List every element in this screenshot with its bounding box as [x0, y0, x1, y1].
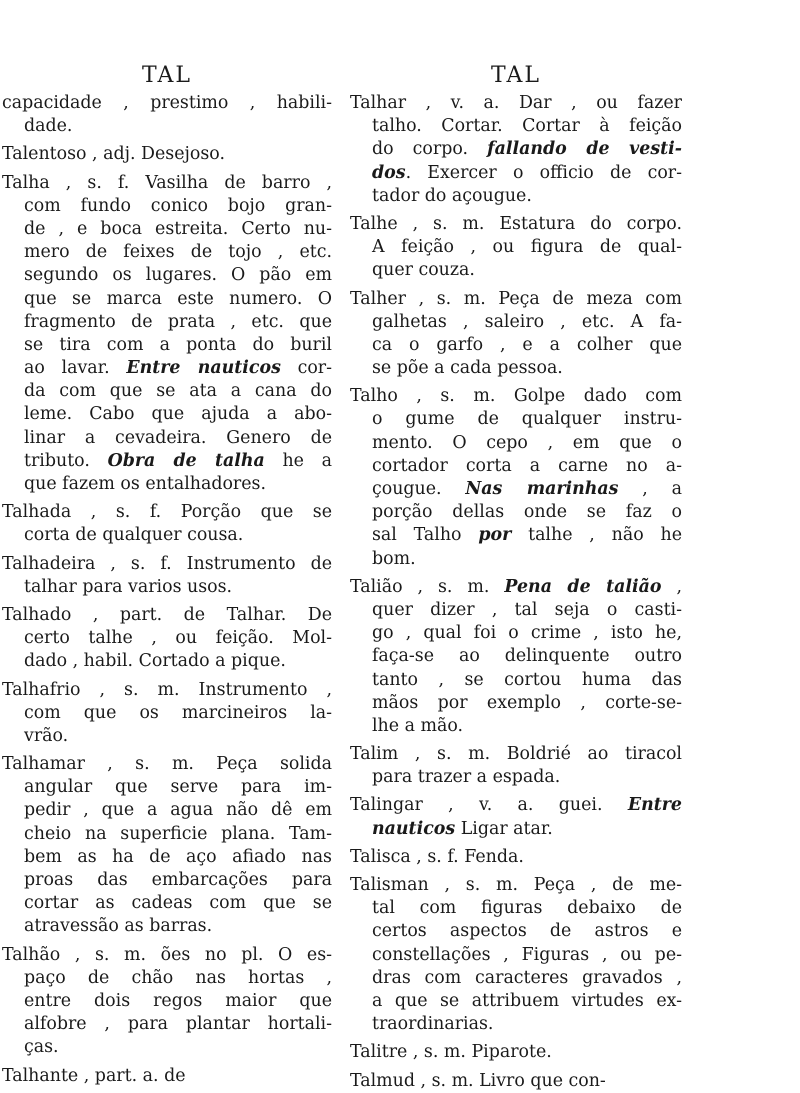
entry-text-line — [2, 1036, 332, 1059]
entry-text-line — [350, 259, 682, 282]
entry-text-line — [350, 645, 682, 668]
entry-text-line — [350, 692, 682, 715]
entry-text-line — [2, 195, 332, 218]
entry-text-line — [2, 524, 332, 547]
entry-text-line — [2, 334, 332, 357]
entry-text: mãos por exemplo , corte-se- — [372, 692, 682, 713]
dictionary-entry — [2, 501, 332, 547]
entry-text: cortador corta a carne no a- — [372, 455, 682, 476]
entry-text-line — [350, 669, 682, 692]
entry-text: tributo. — [24, 450, 108, 471]
dictionary-entry — [2, 604, 332, 674]
entry-text-line — [2, 427, 332, 450]
entry-text: Talhafrio , s. m. Instrumento , — [2, 679, 332, 700]
entry-text: para trazer a espada. — [372, 767, 561, 788]
entry-headword-line — [2, 553, 332, 576]
entry-text: Ligar atar. — [455, 818, 553, 839]
entry-text: Talhar , v. a. Dar , ou fazer — [350, 93, 682, 113]
entry-text-line — [350, 944, 682, 967]
entry-text-line — [2, 702, 332, 725]
entry-text: fragmento de prata , etc. que — [24, 311, 332, 332]
entry-text: talhe , não he — [511, 525, 682, 546]
entry-text-line — [2, 115, 332, 138]
entry-text: traordinarias. — [372, 1014, 494, 1035]
entry-text: do corpo. — [372, 139, 488, 160]
entry-text-line — [350, 599, 682, 622]
entry-text: alfobre , para plantar hortali- — [24, 1014, 332, 1035]
entry-text: çougue. — [372, 479, 466, 499]
entry-headword-line — [350, 1070, 682, 1093]
entry-text: paço de chão nas hortas , — [24, 967, 332, 988]
entry-text: Talhe , s. m. Estatura do corpo. — [350, 213, 682, 234]
entry-text-line — [350, 478, 682, 501]
entry-text: cor- — [280, 358, 332, 379]
entry-text: bom. — [372, 548, 416, 569]
entry-text-line — [350, 715, 682, 738]
dictionary-entry — [2, 1065, 332, 1088]
entry-text: se põe a cada pessoa. — [372, 358, 563, 379]
entry-italic-phrase: dos — [372, 162, 406, 183]
dictionary-entry — [350, 385, 682, 571]
entry-text: a que se attribuem virtudes ex- — [372, 990, 682, 1011]
entry-text: Talhado , part. de Talhar. De — [2, 604, 332, 625]
entry-text: vrão. — [24, 725, 69, 746]
entry-text-line — [2, 823, 332, 846]
entry-headword-line — [350, 794, 682, 817]
entry-text-line — [350, 967, 682, 990]
entry-text: galhetas , saleiro , etc. A fa- — [372, 311, 682, 332]
entry-text: cortar as cadeas com que se — [24, 893, 332, 914]
entry-text-line — [350, 455, 682, 478]
entry-text-line — [350, 185, 682, 208]
entry-text-line — [2, 288, 332, 311]
dictionary-entry — [350, 1041, 682, 1064]
entry-text: se tira com a ponta do buril — [24, 334, 332, 355]
entry-text-line — [350, 766, 682, 789]
dictionary-entry — [350, 213, 682, 283]
entry-text: bem as ha de aço afiado nas — [24, 846, 332, 867]
entry-text-line — [350, 432, 682, 455]
entry-text: faça-se ao delinquente outro — [372, 646, 682, 667]
entry-text: entre dois regos maior que — [24, 990, 332, 1011]
dictionary-entry — [2, 944, 332, 1060]
entry-text: he a — [264, 450, 332, 471]
entry-text: Talingar , v. a. guei. — [350, 795, 628, 816]
entry-text-line — [350, 311, 682, 334]
entry-text: A feição , ou figura de qual- — [372, 237, 682, 258]
entry-text: atravessão as barras. — [24, 916, 213, 937]
entry-text-line — [2, 799, 332, 822]
entry-text-line — [2, 725, 332, 748]
dictionary-entry — [2, 679, 332, 749]
dictionary-entry — [2, 143, 332, 166]
right-running-header: TAL — [491, 63, 541, 88]
entry-text: . Exercer o officio de cor- — [405, 162, 682, 183]
entry-text: corta de qualquer cousa. — [24, 525, 244, 546]
entry-text: Talhada , s. f. Porção que se — [2, 502, 332, 523]
entry-text-line — [2, 380, 332, 403]
entry-italic-phrase: Entre — [627, 795, 682, 816]
entry-headword-line — [2, 1065, 332, 1088]
entry-text-line — [2, 869, 332, 892]
entry-italic-phrase: Nas marinhas — [465, 479, 619, 499]
entry-text: tador do açougue. — [372, 185, 532, 206]
entry-italic-phrase: Pena de talião — [504, 576, 662, 597]
entry-text: , a — [618, 479, 682, 499]
entry-text: talho. Cortar. Cortar à feição — [372, 116, 682, 137]
entry-text-line — [350, 334, 682, 357]
entry-text: Talitre , s. m. Piparote. — [350, 1042, 552, 1063]
entry-text: Talentoso , adj. Desejoso. — [2, 144, 225, 165]
entry-italic-phrase: fallando de vesti- — [487, 139, 682, 160]
dictionary-entry — [350, 874, 682, 1036]
entry-italic-phrase: Entre nauticos — [126, 358, 281, 379]
entry-text-line — [2, 892, 332, 915]
entry-text: dado , habil. Cortado a pique. — [24, 651, 286, 672]
entry-text-line — [2, 1013, 332, 1036]
entry-headword-line — [2, 679, 332, 702]
entry-text: mero de feixes de tojo , etc. — [24, 242, 332, 263]
entry-text-line — [350, 357, 682, 380]
entry-text: de , e boca estreita. Certo nu- — [24, 218, 332, 239]
entry-text-line — [2, 450, 332, 473]
entry-text: lhe a mão. — [372, 715, 464, 736]
entry-text: dade. — [24, 116, 73, 137]
entry-text: sal Talho — [372, 525, 479, 546]
entry-headword-line — [2, 92, 332, 115]
entry-text: segundo os lugares. O pão em — [24, 265, 332, 286]
entry-text-line — [2, 627, 332, 650]
dictionary-entry — [2, 553, 332, 599]
entry-headword-line — [350, 576, 682, 599]
entry-text: Talmud , s. m. Livro que con- — [350, 1070, 606, 1091]
entry-text-line — [2, 473, 332, 496]
dictionary-entry — [350, 288, 682, 381]
right-column — [350, 62, 682, 1093]
entry-headword-line — [2, 172, 332, 195]
entry-text-line — [350, 897, 682, 920]
entry-text: Talhante , part. a. de — [2, 1065, 186, 1086]
entry-text: Talisca , s. f. Fenda. — [350, 846, 524, 867]
dictionary-entry — [2, 753, 332, 939]
entry-text-line — [350, 1013, 682, 1036]
entry-text-line — [350, 115, 682, 138]
dictionary-entry — [350, 794, 682, 840]
entry-text: tanto , se cortou huma das — [372, 669, 682, 690]
entry-text: porção dellas onde se faz o — [372, 502, 682, 523]
entry-text-line — [350, 501, 682, 524]
entry-headword-line — [350, 288, 682, 311]
dictionary-entry — [350, 576, 682, 738]
entry-text: capacidade , prestimo , habili- — [2, 93, 332, 113]
entry-text: , — [661, 576, 682, 597]
dictionary-entry — [350, 1070, 682, 1093]
entry-text: linar a cevadeira. Genero de — [24, 427, 332, 448]
entry-text-line — [2, 311, 332, 334]
entry-text: Talhamar , s. m. Peça solida — [2, 754, 332, 775]
entry-text: cheio na superficie plana. Tam- — [24, 823, 332, 844]
entry-text: ao lavar. — [24, 358, 127, 379]
dictionary-entry — [350, 92, 682, 208]
entry-text: Talher , s. m. Peça de meza com — [350, 288, 682, 309]
entry-text-line — [2, 241, 332, 264]
entry-text-line — [350, 548, 682, 571]
entry-text: o gume de qualquer instru- — [372, 409, 682, 430]
entry-text-line — [2, 846, 332, 869]
entry-text-line — [2, 357, 332, 380]
entry-text-line — [350, 622, 682, 645]
entry-text: leme. Cabo que ajuda a abo- — [24, 404, 332, 425]
entry-text-line — [2, 576, 332, 599]
entry-text: Talisman , s. m. Peça , de me- — [350, 875, 682, 895]
dictionary-entry — [2, 172, 332, 497]
entry-headword-line — [350, 743, 682, 766]
entry-text-line — [2, 650, 332, 673]
entry-text-line — [350, 138, 682, 161]
entry-text: Talha , s. f. Vasilha de barro , — [2, 172, 332, 193]
entry-headword-line — [2, 944, 332, 967]
entry-text: certo talhe , ou feição. Mol- — [24, 628, 332, 649]
entry-text: go , qual foi o crime , isto he, — [372, 623, 682, 644]
entry-text-line — [2, 218, 332, 241]
dictionary-entry — [350, 846, 682, 869]
entry-text: quer dizer , tal seja o casti- — [372, 599, 682, 620]
entry-text: com que os marcineiros la- — [24, 702, 332, 723]
entry-text-line — [350, 408, 682, 431]
entry-headword-line — [2, 501, 332, 524]
entry-italic-phrase: Obra de talha — [107, 450, 265, 471]
entry-text-line — [350, 236, 682, 259]
entry-text: talhar para varios usos. — [24, 576, 233, 597]
entry-text: da com que se ata a cana do — [24, 381, 332, 402]
entry-text: Talhadeira , s. f. Instrumento de — [2, 553, 332, 574]
entry-text: Talho , s. m. Golpe dado com — [350, 386, 682, 407]
entry-headword-line — [350, 213, 682, 236]
entry-text-line — [350, 920, 682, 943]
entry-text: tal com figuras debaixo de — [372, 898, 682, 919]
entry-headword-line — [350, 846, 682, 869]
entry-text: que se marca este numero. O — [24, 288, 332, 309]
entry-text-line — [2, 990, 332, 1013]
entry-headword-line — [350, 385, 682, 408]
left-column — [2, 62, 332, 1088]
entry-text: quer couza. — [372, 260, 475, 281]
entry-text: dras com caracteres gravados , — [372, 967, 682, 988]
entry-text-line — [2, 915, 332, 938]
entry-text-line — [2, 264, 332, 287]
dictionary-entry — [2, 92, 332, 138]
entry-text: pedir , que a agua não dê em — [24, 800, 332, 821]
entry-headword-line — [2, 143, 332, 166]
entry-headword-line — [2, 753, 332, 776]
entry-headword-line — [350, 874, 682, 897]
entry-text-line — [2, 967, 332, 990]
entry-headword-line — [350, 92, 682, 115]
entry-text-line — [350, 162, 682, 185]
entry-text-line — [350, 524, 682, 547]
entry-text: Talhão , s. m. ões no pl. O es- — [2, 944, 332, 965]
entry-text: mento. O cepo , em que o — [372, 432, 682, 453]
entry-headword-line — [2, 604, 332, 627]
entry-text: constellações , Figuras , ou pe- — [372, 944, 682, 965]
entry-text: que fazem os entalhadores. — [24, 474, 266, 494]
entry-text: Talim , s. m. Boldrié ao tiracol — [350, 744, 682, 765]
entry-text-line — [350, 818, 682, 841]
entry-text-line — [350, 990, 682, 1013]
entry-text: ca o garfo , e a colher que — [372, 334, 682, 355]
entry-text: com fundo conico bojo gran- — [24, 195, 332, 216]
entry-text: angular que serve para im- — [24, 777, 332, 798]
entry-text: ças. — [24, 1037, 59, 1058]
entry-text-line — [2, 776, 332, 799]
dictionary-entry — [350, 743, 682, 789]
entry-text: Talião , s. m. — [350, 576, 505, 597]
entry-headword-line — [350, 1041, 682, 1064]
entry-text: proas das embarcações para — [24, 870, 332, 890]
entry-italic-phrase: por — [478, 525, 512, 546]
entry-text: certos aspectos de astros e — [372, 921, 682, 942]
entry-italic-phrase: nauticos — [372, 818, 456, 839]
left-running-header: TAL — [142, 63, 192, 88]
entry-text-line — [2, 403, 332, 426]
